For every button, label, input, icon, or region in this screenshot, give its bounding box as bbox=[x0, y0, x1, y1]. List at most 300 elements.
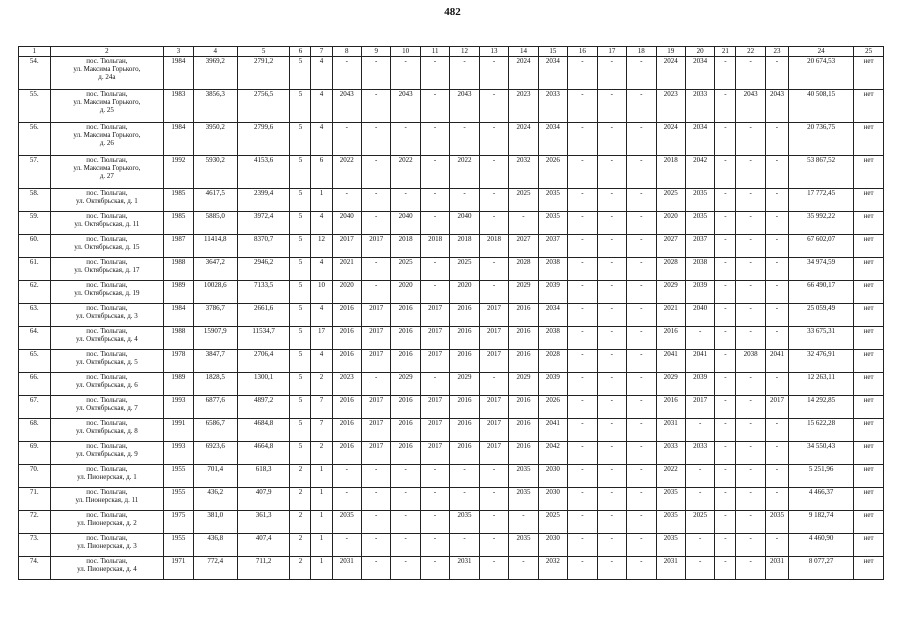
table-cell: 1971 bbox=[164, 557, 193, 580]
table-cell: 1955 bbox=[164, 465, 193, 488]
address-cell: пос. Тюльган, ул. Октябрьская, д. 15 bbox=[50, 235, 164, 258]
table-row bbox=[19, 419, 884, 442]
table-cell: - bbox=[765, 373, 788, 396]
table-cell: - bbox=[479, 156, 508, 189]
table-cell: 2661,6 bbox=[237, 304, 290, 327]
table-cell: 2023 bbox=[509, 90, 538, 123]
table-cell: 2024 bbox=[656, 123, 685, 156]
table-row bbox=[19, 373, 884, 396]
row-number: 55. bbox=[19, 90, 51, 123]
table-cell: 2 bbox=[290, 465, 311, 488]
table-cell: - bbox=[685, 419, 714, 442]
table-cell: - bbox=[715, 442, 736, 465]
table-cell: 2042 bbox=[685, 156, 714, 189]
address-cell: пос. Тюльган, ул. Октябрьская, д. 7 bbox=[50, 396, 164, 419]
table-cell: 2017 bbox=[361, 304, 390, 327]
table-cell: 5 bbox=[290, 373, 311, 396]
table-cell: - bbox=[597, 156, 626, 189]
table-cell: - bbox=[715, 235, 736, 258]
table-cell: 2042 bbox=[538, 442, 567, 465]
table-cell: 6923,6 bbox=[193, 442, 237, 465]
table-cell: 2017 bbox=[332, 235, 361, 258]
cost-cell: 4 466,37 bbox=[789, 488, 854, 511]
table-cell: 2016 bbox=[509, 350, 538, 373]
table-cell: 2038 bbox=[736, 350, 765, 373]
table-cell: - bbox=[420, 90, 449, 123]
row-number: 70. bbox=[19, 465, 51, 488]
table-cell: - bbox=[715, 327, 736, 350]
table-cell: - bbox=[450, 488, 479, 511]
table-cell: 2034 bbox=[685, 57, 714, 90]
table-cell: - bbox=[736, 534, 765, 557]
table-cell: 2017 bbox=[361, 327, 390, 350]
table-cell: - bbox=[736, 189, 765, 212]
table-cell: - bbox=[479, 57, 508, 90]
table-cell: 8370,7 bbox=[237, 235, 290, 258]
table-cell: 361,3 bbox=[237, 511, 290, 534]
table-cell: 5 bbox=[290, 189, 311, 212]
table-cell: - bbox=[479, 465, 508, 488]
table-cell: - bbox=[568, 258, 597, 281]
cost-cell: 9 182,74 bbox=[789, 511, 854, 534]
table-cell: 2018 bbox=[420, 235, 449, 258]
column-number-13: 13 bbox=[479, 47, 508, 57]
table-cell: - bbox=[597, 189, 626, 212]
table-cell: - bbox=[597, 419, 626, 442]
cost-cell: 14 292,85 bbox=[789, 396, 854, 419]
table-cell: - bbox=[479, 189, 508, 212]
table-cell: - bbox=[568, 396, 597, 419]
table-cell: 2029 bbox=[391, 373, 420, 396]
table-cell: 2040 bbox=[685, 304, 714, 327]
table-cell: 2022 bbox=[656, 465, 685, 488]
table-cell: - bbox=[715, 156, 736, 189]
table-cell: - bbox=[627, 123, 656, 156]
table-cell: 2038 bbox=[538, 327, 567, 350]
table-cell: - bbox=[420, 156, 449, 189]
table-cell: - bbox=[420, 189, 449, 212]
table-cell: - bbox=[736, 123, 765, 156]
table-cell: - bbox=[765, 304, 788, 327]
row-number: 63. bbox=[19, 304, 51, 327]
table-cell: 2020 bbox=[450, 281, 479, 304]
column-number-12: 12 bbox=[450, 47, 479, 57]
table-cell: 2026 bbox=[538, 396, 567, 419]
table-cell: - bbox=[597, 327, 626, 350]
table-cell: 6586,7 bbox=[193, 419, 237, 442]
table-cell: - bbox=[627, 396, 656, 419]
table-cell: 11534,7 bbox=[237, 327, 290, 350]
table-cell: - bbox=[715, 465, 736, 488]
cost-cell: 8 077,27 bbox=[789, 557, 854, 580]
table-cell: - bbox=[450, 123, 479, 156]
table-cell: 2018 bbox=[391, 235, 420, 258]
table-cell: 5 bbox=[290, 442, 311, 465]
table-cell: 2032 bbox=[509, 156, 538, 189]
table-cell: 436,8 bbox=[193, 534, 237, 557]
table-cell: 2035 bbox=[656, 534, 685, 557]
table-cell: - bbox=[479, 511, 508, 534]
table-cell: 2756,5 bbox=[237, 90, 290, 123]
table-cell: 5 bbox=[290, 258, 311, 281]
table-cell: - bbox=[597, 123, 626, 156]
table-cell: - bbox=[479, 534, 508, 557]
table-cell: - bbox=[765, 235, 788, 258]
table-cell: 3786,7 bbox=[193, 304, 237, 327]
table-cell: 2017 bbox=[361, 235, 390, 258]
table-cell: 2016 bbox=[450, 396, 479, 419]
table-cell: - bbox=[736, 442, 765, 465]
table-cell: 2016 bbox=[391, 327, 420, 350]
table-cell: - bbox=[597, 90, 626, 123]
table-cell: - bbox=[568, 235, 597, 258]
table-row bbox=[19, 235, 884, 258]
column-number-10: 10 bbox=[391, 47, 420, 57]
flag-cell: нет bbox=[854, 534, 884, 557]
table-cell: 2030 bbox=[538, 488, 567, 511]
table-cell: 5 bbox=[290, 156, 311, 189]
table-cell: - bbox=[479, 123, 508, 156]
flag-cell: нет bbox=[854, 156, 884, 189]
column-number-1: 1 bbox=[19, 47, 51, 57]
row-number: 54. bbox=[19, 57, 51, 90]
table-cell: - bbox=[627, 57, 656, 90]
table-cell: 2 bbox=[290, 534, 311, 557]
table-cell: 2016 bbox=[656, 396, 685, 419]
table-cell: 2791,2 bbox=[237, 57, 290, 90]
table-cell: 2799,6 bbox=[237, 123, 290, 156]
table-cell: 772,4 bbox=[193, 557, 237, 580]
column-number-19: 19 bbox=[656, 47, 685, 57]
table-cell: 2025 bbox=[656, 189, 685, 212]
table-cell: - bbox=[597, 258, 626, 281]
table-row bbox=[19, 57, 884, 90]
flag-cell: нет bbox=[854, 488, 884, 511]
table-cell: - bbox=[715, 488, 736, 511]
flag-cell: нет bbox=[854, 327, 884, 350]
table-cell: 2016 bbox=[656, 327, 685, 350]
table-cell: 2041 bbox=[765, 350, 788, 373]
table-cell: - bbox=[715, 373, 736, 396]
table-cell: - bbox=[627, 235, 656, 258]
table-cell: 3647,2 bbox=[193, 258, 237, 281]
table-cell: 2018 bbox=[450, 235, 479, 258]
table-cell: 2017 bbox=[420, 327, 449, 350]
address-cell: пос. Тюльган, ул. Пионерская, д. 2 bbox=[50, 511, 164, 534]
table-cell: 2040 bbox=[391, 212, 420, 235]
cost-cell: 53 867,52 bbox=[789, 156, 854, 189]
address-cell: пос. Тюльган, ул. Октябрьская, д. 5 bbox=[50, 350, 164, 373]
table-cell: - bbox=[332, 57, 361, 90]
table-row bbox=[19, 488, 884, 511]
table-cell: 436,2 bbox=[193, 488, 237, 511]
table-row bbox=[19, 396, 884, 419]
table-cell: 2016 bbox=[450, 442, 479, 465]
table-cell: 5 bbox=[290, 281, 311, 304]
table-cell: 2 bbox=[290, 511, 311, 534]
table-cell: - bbox=[736, 557, 765, 580]
table-cell: 12 bbox=[311, 235, 332, 258]
table-cell: 1 bbox=[311, 557, 332, 580]
table-cell: 1988 bbox=[164, 327, 193, 350]
table-cell: 2030 bbox=[538, 465, 567, 488]
table-cell: - bbox=[715, 557, 736, 580]
table-cell: - bbox=[715, 534, 736, 557]
table-cell: 1984 bbox=[164, 123, 193, 156]
cost-cell: 35 992,22 bbox=[789, 212, 854, 235]
table-cell: - bbox=[627, 189, 656, 212]
table-cell: 2022 bbox=[391, 156, 420, 189]
table-cell: - bbox=[361, 511, 390, 534]
table-cell: 2035 bbox=[656, 511, 685, 534]
table-cell: - bbox=[736, 419, 765, 442]
table-cell: - bbox=[597, 57, 626, 90]
table-cell: - bbox=[420, 57, 449, 90]
table-cell: 1985 bbox=[164, 212, 193, 235]
table-cell: 2035 bbox=[765, 511, 788, 534]
table-cell: 2027 bbox=[509, 235, 538, 258]
table-cell: 1985 bbox=[164, 189, 193, 212]
row-number: 65. bbox=[19, 350, 51, 373]
table-cell: 2034 bbox=[685, 123, 714, 156]
table-cell: - bbox=[627, 156, 656, 189]
table-cell: - bbox=[627, 442, 656, 465]
table-cell: - bbox=[627, 304, 656, 327]
table-cell: 2033 bbox=[538, 90, 567, 123]
table-cell: 2017 bbox=[361, 350, 390, 373]
table-row bbox=[19, 511, 884, 534]
table-cell: 5 bbox=[290, 90, 311, 123]
table-cell: - bbox=[450, 57, 479, 90]
table-cell: 2041 bbox=[685, 350, 714, 373]
table-row bbox=[19, 281, 884, 304]
housing-register-table bbox=[18, 46, 884, 580]
table-cell: 1987 bbox=[164, 235, 193, 258]
column-number-15: 15 bbox=[538, 47, 567, 57]
table-cell: - bbox=[715, 189, 736, 212]
table-cell: - bbox=[685, 557, 714, 580]
table-cell: 2033 bbox=[656, 442, 685, 465]
table-cell: 2039 bbox=[538, 373, 567, 396]
flag-cell: нет bbox=[854, 373, 884, 396]
flag-cell: нет bbox=[854, 442, 884, 465]
table-cell: 2020 bbox=[391, 281, 420, 304]
cost-cell: 25 059,49 bbox=[789, 304, 854, 327]
table-cell: - bbox=[736, 281, 765, 304]
table-cell: - bbox=[450, 534, 479, 557]
table-cell: 5 bbox=[290, 123, 311, 156]
table-cell: 2016 bbox=[332, 419, 361, 442]
table-row bbox=[19, 189, 884, 212]
flag-cell: нет bbox=[854, 281, 884, 304]
table-cell: 3856,3 bbox=[193, 90, 237, 123]
table-cell: 2028 bbox=[509, 258, 538, 281]
table-cell: - bbox=[627, 373, 656, 396]
table-cell: 4 bbox=[311, 90, 332, 123]
cost-cell: 34 974,59 bbox=[789, 258, 854, 281]
table-cell: 2025 bbox=[538, 511, 567, 534]
row-number: 60. bbox=[19, 235, 51, 258]
table-cell: - bbox=[568, 90, 597, 123]
table-cell: 2040 bbox=[450, 212, 479, 235]
table-cell: - bbox=[597, 442, 626, 465]
table-cell: 2035 bbox=[538, 189, 567, 212]
table-cell: - bbox=[391, 511, 420, 534]
table-cell: 1992 bbox=[164, 156, 193, 189]
table-cell: 2031 bbox=[656, 557, 685, 580]
table-cell: 2016 bbox=[509, 396, 538, 419]
table-row bbox=[19, 327, 884, 350]
cost-cell: 40 508,15 bbox=[789, 90, 854, 123]
table-cell: 2029 bbox=[656, 373, 685, 396]
table-cell: 2016 bbox=[450, 350, 479, 373]
table-cell: - bbox=[736, 258, 765, 281]
table-cell: 1955 bbox=[164, 534, 193, 557]
column-number-3: 3 bbox=[164, 47, 193, 57]
table-cell: 2025 bbox=[391, 258, 420, 281]
table-row bbox=[19, 350, 884, 373]
table-cell: 2039 bbox=[685, 281, 714, 304]
table-cell: - bbox=[627, 212, 656, 235]
table-cell: 2025 bbox=[685, 511, 714, 534]
table-cell: - bbox=[361, 373, 390, 396]
table-cell: 2035 bbox=[509, 488, 538, 511]
table-cell: - bbox=[765, 123, 788, 156]
table-cell: - bbox=[568, 327, 597, 350]
flag-cell: нет bbox=[854, 304, 884, 327]
table-cell: 2029 bbox=[656, 281, 685, 304]
row-number: 62. bbox=[19, 281, 51, 304]
table-cell: - bbox=[568, 212, 597, 235]
row-number: 71. bbox=[19, 488, 51, 511]
table-cell: - bbox=[568, 465, 597, 488]
table-cell: 2017 bbox=[479, 350, 508, 373]
table-cell: 2018 bbox=[479, 235, 508, 258]
table-cell: - bbox=[765, 465, 788, 488]
table-cell: - bbox=[736, 304, 765, 327]
table-cell: 2 bbox=[290, 488, 311, 511]
table-cell: 2016 bbox=[332, 396, 361, 419]
row-number: 68. bbox=[19, 419, 51, 442]
address-cell: пос. Тюльган, ул. Максима Горького, д. 24а bbox=[50, 57, 164, 90]
table-cell: 2017 bbox=[361, 419, 390, 442]
table-cell: - bbox=[391, 57, 420, 90]
table-cell: - bbox=[715, 350, 736, 373]
table-cell: 1993 bbox=[164, 442, 193, 465]
table-cell: - bbox=[332, 488, 361, 511]
table-cell: 2016 bbox=[450, 419, 479, 442]
address-cell: пос. Тюльган, ул. Октябрьская, д. 3 bbox=[50, 304, 164, 327]
table-cell: - bbox=[361, 212, 390, 235]
table-cell: 407,9 bbox=[237, 488, 290, 511]
table-cell: - bbox=[568, 156, 597, 189]
table-cell: 2022 bbox=[450, 156, 479, 189]
address-cell: пос. Тюльган, ул. Пионерская, д. 3 bbox=[50, 534, 164, 557]
table-cell: 4 bbox=[311, 258, 332, 281]
row-number: 59. bbox=[19, 212, 51, 235]
table-cell: 5885,0 bbox=[193, 212, 237, 235]
flag-cell: нет bbox=[854, 235, 884, 258]
table-cell: - bbox=[568, 57, 597, 90]
table-cell: 2030 bbox=[538, 534, 567, 557]
table-cell: - bbox=[332, 189, 361, 212]
cost-cell: 20 674,53 bbox=[789, 57, 854, 90]
table-cell: - bbox=[736, 511, 765, 534]
address-cell: пос. Тюльган, ул. Октябрьская, д. 6 bbox=[50, 373, 164, 396]
table-cell: 1988 bbox=[164, 258, 193, 281]
table-cell: 2017 bbox=[420, 304, 449, 327]
table-cell: - bbox=[361, 488, 390, 511]
table-cell: - bbox=[715, 511, 736, 534]
table-cell: - bbox=[597, 235, 626, 258]
table-cell: 17 bbox=[311, 327, 332, 350]
table-cell: 2020 bbox=[656, 212, 685, 235]
table-cell: 2024 bbox=[509, 57, 538, 90]
cost-cell: 4 460,90 bbox=[789, 534, 854, 557]
table-cell: - bbox=[391, 465, 420, 488]
table-cell: - bbox=[361, 189, 390, 212]
table-cell: - bbox=[597, 511, 626, 534]
table-cell: 2017 bbox=[479, 304, 508, 327]
table-cell: 2016 bbox=[509, 442, 538, 465]
table-cell: 2024 bbox=[509, 123, 538, 156]
column-number-16: 16 bbox=[568, 47, 597, 57]
table-cell: 2041 bbox=[538, 419, 567, 442]
table-cell: 5 bbox=[290, 235, 311, 258]
table-cell: - bbox=[715, 281, 736, 304]
table-cell: - bbox=[715, 123, 736, 156]
table-cell: 2043 bbox=[332, 90, 361, 123]
table-cell: - bbox=[479, 373, 508, 396]
table-cell: 3972,4 bbox=[237, 212, 290, 235]
table-cell: 2399,4 bbox=[237, 189, 290, 212]
table-cell: - bbox=[627, 557, 656, 580]
address-cell: пос. Тюльган, ул. Октябрьская, д. 1 bbox=[50, 189, 164, 212]
table-row bbox=[19, 212, 884, 235]
column-number-11: 11 bbox=[420, 47, 449, 57]
row-number: 57. bbox=[19, 156, 51, 189]
table-cell: 2017 bbox=[361, 442, 390, 465]
table-cell: 2020 bbox=[332, 281, 361, 304]
table-cell: - bbox=[736, 465, 765, 488]
table-cell: 2017 bbox=[479, 419, 508, 442]
table-cell: - bbox=[420, 123, 449, 156]
table-cell: - bbox=[765, 156, 788, 189]
table-cell: - bbox=[627, 419, 656, 442]
table-cell: 2029 bbox=[509, 373, 538, 396]
cost-cell: 33 675,31 bbox=[789, 327, 854, 350]
table-cell: 2025 bbox=[450, 258, 479, 281]
table-cell: 2016 bbox=[391, 350, 420, 373]
table-cell: - bbox=[568, 123, 597, 156]
table-cell: 2946,2 bbox=[237, 258, 290, 281]
address-cell: пос. Тюльган, ул. Пионерская, д. 4 bbox=[50, 557, 164, 580]
table-cell: 1 bbox=[311, 511, 332, 534]
table-cell: 2017 bbox=[420, 442, 449, 465]
table-cell: - bbox=[479, 488, 508, 511]
table-cell: 2029 bbox=[450, 373, 479, 396]
cost-cell: 12 263,11 bbox=[789, 373, 854, 396]
table-cell: - bbox=[568, 488, 597, 511]
table-cell: 1 bbox=[311, 534, 332, 557]
table-cell: - bbox=[765, 281, 788, 304]
column-number-2: 2 bbox=[50, 47, 164, 57]
table-cell: 2040 bbox=[332, 212, 361, 235]
cost-cell: 5 251,96 bbox=[789, 465, 854, 488]
table-cell: 2017 bbox=[479, 396, 508, 419]
table-cell: 2017 bbox=[479, 327, 508, 350]
table-cell: - bbox=[420, 465, 449, 488]
